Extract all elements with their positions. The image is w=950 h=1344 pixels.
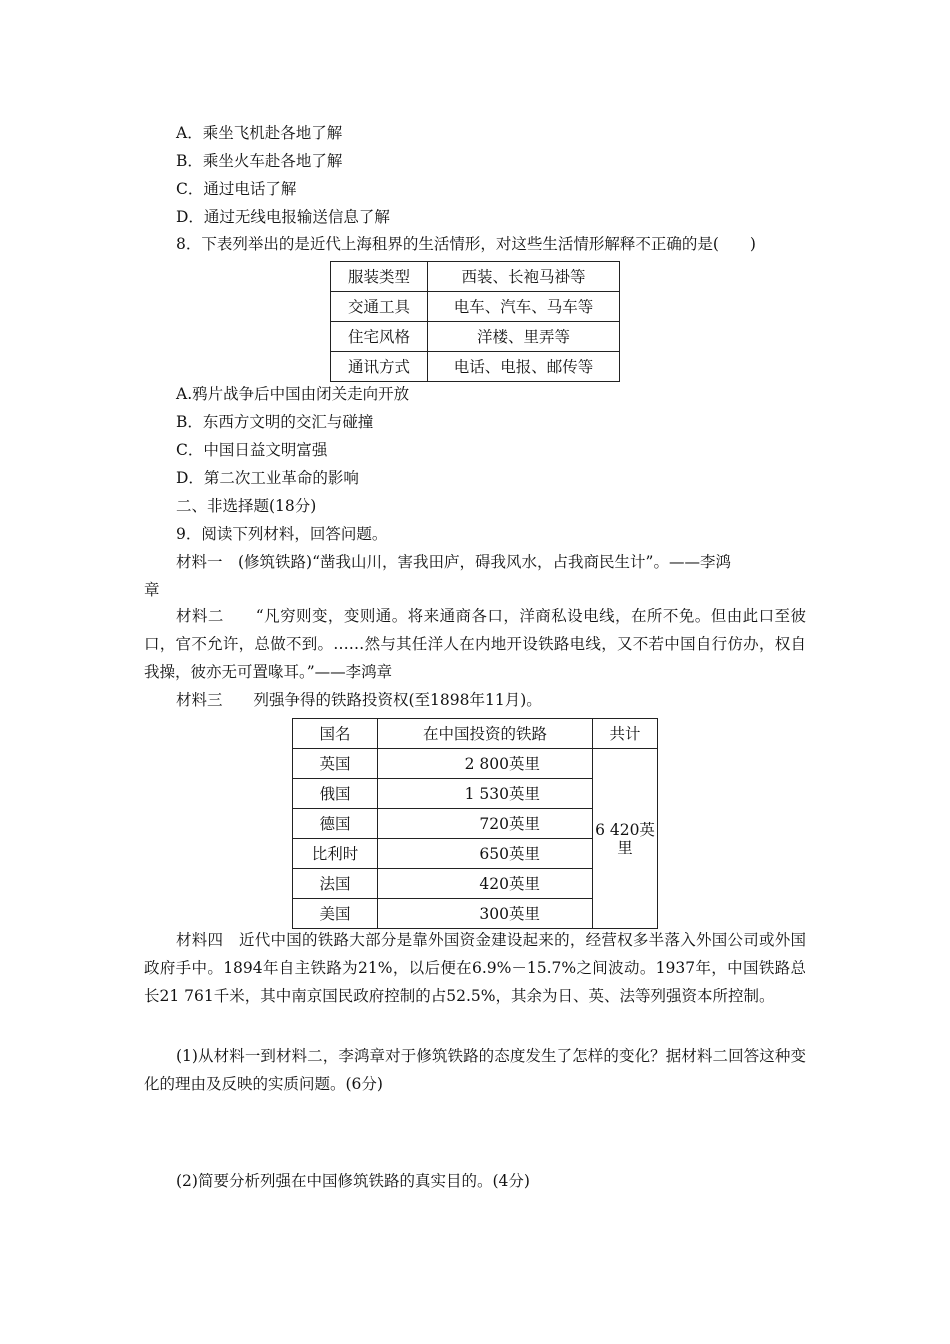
material-3: 材料三 列强争得的铁路投资权(至1898年11月)。 [176, 691, 542, 709]
q7-option-a: A．乘坐飞机赴各地了解 [176, 124, 343, 142]
material-1-cont: 章 [144, 581, 160, 599]
table-cell: 电话、电报、邮传等 [428, 352, 620, 382]
table-cell: 300英里 [378, 899, 593, 929]
railway-table [292, 718, 658, 929]
table-header: 共计 [593, 719, 658, 749]
q8-option-c: C．中国日益文明富强 [176, 441, 328, 459]
table-cell: 交通工具 [331, 292, 428, 322]
sub-question-2: (2)简要分析列强在中国修筑铁路的真实目的。(4分) [176, 1172, 530, 1190]
table-cell: 服装类型 [331, 262, 428, 292]
table-cell: 法国 [293, 869, 378, 899]
material-1: 材料一 (修筑铁路)“凿我山川，害我田庐，碍我风水，占我商民生计”。——李鸿 [176, 553, 731, 571]
table-cell: 1 530英里 [378, 779, 593, 809]
table-row [331, 322, 620, 352]
table-cell: 俄国 [293, 779, 378, 809]
q8-option-a: A.鸦片战争后中国由闭关走向开放 [176, 385, 410, 403]
table-row [331, 352, 620, 382]
section-heading: 二、非选择题(18分) [176, 497, 317, 515]
table-cell: 420英里 [378, 869, 593, 899]
table-cell: 洋楼、里弄等 [428, 322, 620, 352]
table-cell: 西装、长袍马褂等 [428, 262, 620, 292]
table-cell: 住宅风格 [331, 322, 428, 352]
table-cell: 通讯方式 [331, 352, 428, 382]
q7-option-c: C．通过电话了解 [176, 180, 297, 198]
q8-option-b: B．东西方文明的交汇与碰撞 [176, 413, 374, 431]
table-cell: 美国 [293, 899, 378, 929]
q7-option-d: D．通过无线电报输送信息了解 [176, 208, 390, 226]
q8-stem: 8．下表列举出的是近代上海租界的生活情形，对这些生活情形解释不正确的是( ) [176, 235, 756, 253]
table-row [331, 292, 620, 322]
sub-question-1: (1)从材料一到材料二，李鸿章对于修筑铁路的态度发生了怎样的变化？据材料二回答这种变化的理由及反映的实质问题。(6分) [144, 1047, 806, 1093]
table-cell: 英国 [293, 749, 378, 779]
material-4: 材料四 近代中国的铁路大部分是靠外国资金建设起来的，经营权多半落入外国公司或外国政府手中。1894年自主铁路为21%，以后便在6.9%－15.7%之间波动。1937年，中国铁路总长21 761千米，其中南京国民政府控制的占52.5%，其余为日、英、法等列强资本所控制。 [144, 931, 806, 1005]
table-cell: 2 800英里 [378, 749, 593, 779]
material-2: 材料二 “凡穷则变，变则通。将来通商各口，洋商私设电线，在所不免。但由此口至彼口，官不允许，总做不到。……然与其任洋人在内地开设铁路电线，又不若中国自行仿办，权自我操，彼亦无可置喙耳。”——李鸿章 [144, 607, 806, 681]
table-header: 在中国投资的铁路 [378, 719, 593, 749]
table-row [293, 749, 658, 779]
table-header-row [293, 719, 658, 749]
life-table [330, 261, 620, 382]
q7-option-b: B．乘坐火车赴各地了解 [176, 152, 343, 170]
q9-stem: 9．阅读下列材料，回答问题。 [176, 525, 388, 543]
table-cell: 720英里 [378, 809, 593, 839]
q8-option-d: D．第二次工业革命的影响 [176, 469, 359, 487]
table-cell: 德国 [293, 809, 378, 839]
table-total-cell: 6 420英里 [593, 749, 658, 929]
table-row [331, 262, 620, 292]
table-header: 国名 [293, 719, 378, 749]
table-cell: 比利时 [293, 839, 378, 869]
table-cell: 电车、汽车、马车等 [428, 292, 620, 322]
table-cell: 650英里 [378, 839, 593, 869]
